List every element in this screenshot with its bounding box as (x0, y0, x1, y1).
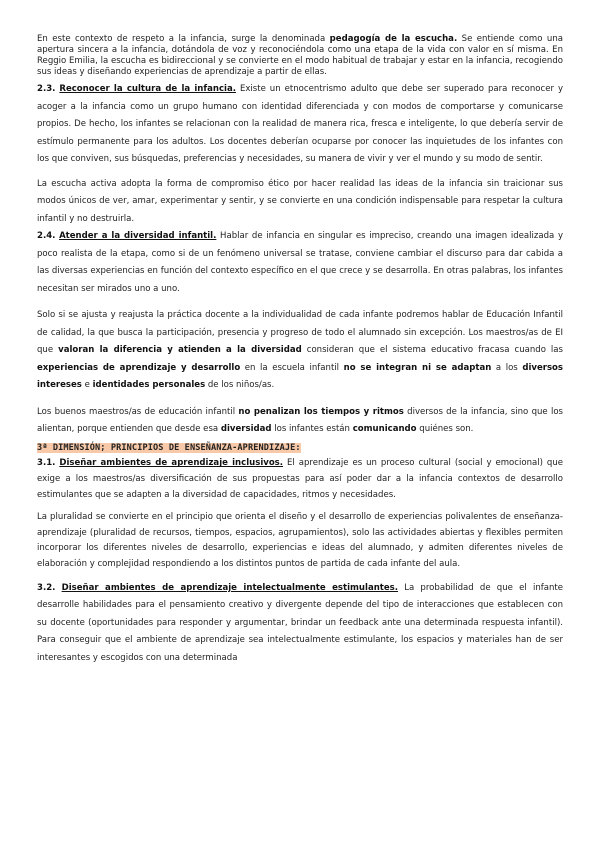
paragraph-pedagogia-escucha: En este contexto de respeto a la infancia, surge la denominada pedagogía de la escucha. Se entiende como una apertura sincera a la infancia, dotándola de voz y reconociéndola como una etapa de la vida con valor en sí misma. En Reggio Emilia, la escucha es bidireccional y se convierte en el modo habitual de trabajar y estar en la infancia, recogiendo sus ideas y diseñando experiencias de aprendizaje a partir de ellas. (37, 34, 563, 78)
section-title: Atender a la diversidad infantil. (59, 231, 217, 242)
highlighted-heading: 3ª DIMENSIÓN; PRINCIPIOS DE ENSEÑANZA-APRENDIZAJE: (37, 442, 301, 453)
section-number: 2.3. (37, 84, 56, 95)
section-3-1: 3.1. Diseñar ambientes de aprendizaje inclusivos. El aprendizaje es un proceso cultural (social y emocional) que exige a los maestros/as diversificación de sus propuestas para así poder dar a la infancia contextos de desarrollo estimulantes que se adapten a la diversidad de capacidades, ritmos y necesidades. (37, 458, 563, 500)
document-page (37, 34, 563, 667)
section-2-4: 2.4. Atender a la diversidad infantil. Hablar de infancia en singular es impreciso, creando una imagen idealizada y poco realista de la etapa, como si de un fenómeno universal se tratase, conviene cambiar el discurso para dar cabida a las diversas experiencias en función del contexto específico en el que crece y se desarrolla. En otras palabras, los infantes necesitan ser mirados uno a uno. (37, 231, 563, 294)
bold-term: pedagogía de la escucha. (329, 34, 458, 44)
section-title: Diseñar ambientes de aprendizaje intelectualmente estimulantes. (61, 582, 399, 593)
paragraph-escucha-activa: La escucha activa adopta la forma de compromiso ético por hacer realidad las ideas de la infancia sin traicionar sus modos únicos de ver, amar, experimentar y sentir, y se convierte en una condición indispensable para respetar la cultura infantil y no destruirla. (37, 178, 563, 224)
section-title: Reconocer la cultura de la infancia. (59, 84, 236, 95)
section-number: 3.2. (37, 582, 56, 593)
section-number: 2.4. (37, 231, 56, 242)
section-2-3: 2.3. Reconocer la cultura de la infancia. Existe un etnocentrismo adulto que debe ser superado para reconocer y acoger a la infancia como un grupo humano con identidad diferenciada y con modos de comportarse y comunicarse propios. De hecho, los infantes se relacionan con la realidad de manera rica, fresca e inteligente, lo que debería servir de estímulo permanente para los adultos. Los docentes deberían ocuparse por conocer las inquietudes de los infantes con los que conviven, sus búsquedas, preferencias y necesidades, su manera de vivir y ver el mundo y su modo de sentir. (37, 84, 564, 165)
dimension-heading (37, 441, 563, 457)
paragraph-buenos-maestros: Los buenos maestros/as de educación infantil no penalizan los tiempos y ritmos diversos de la infancia, sino que los alientan, porque entienden que desde esa diversidad los infantes están comunicando quiénes son. (37, 406, 564, 435)
section-3-2: 3.2. Diseñar ambientes de aprendizaje intelectualmente estimulantes. La probabilidad de que el infante desarrolle habilidades para el pensamiento creativo y divergente depende del tipo de interacciones que establecen con su docente (oportunidades para responder y argumentar, brindar un feedback ante una determinada respuesta infantil). Para conseguir que el ambiente de aprendizaje sea intelectualmente estimulante, los espacios y materiales han de ser interesantes y escogidos con una determinada (37, 582, 564, 663)
paragraph-practica-docente: Solo si se ajusta y reajusta la práctica docente a la individualidad de cada infante podremos hablar de Educación Infantil de calidad, la que busca la participación, presencia y progreso de todo el alumnado sin excepción. Los maestros/as de EI que valoran la diferencia y atienden a la diversidad consideran que el sistema educativo fracasa cuando las experiencias de aprendizaje y desarrollo en la escuela infantil no se integran ni se adaptan a los diversos intereses e identidades personales de los niños/as. (37, 310, 564, 391)
section-title: Diseñar ambientes de aprendizaje inclusivos. (59, 458, 284, 469)
section-number: 3.1. (37, 458, 56, 469)
paragraph-pluralidad: La pluralidad se convierte en el principio que orienta el diseño y el desarrollo de experiencias polivalentes de enseñanza-aprendizaje (pluralidad de recursos, tiempos, espacios, agrupamientos), solo las actividades abiertas y flexibles permiten incorporar los diferentes niveles de desarrollo, experiencias e ideas del alumnado, y admiten diferentes niveles de elaboración y complejidad respondiendo a los distintos puntos de partida de cada infante del aula. (37, 512, 563, 570)
